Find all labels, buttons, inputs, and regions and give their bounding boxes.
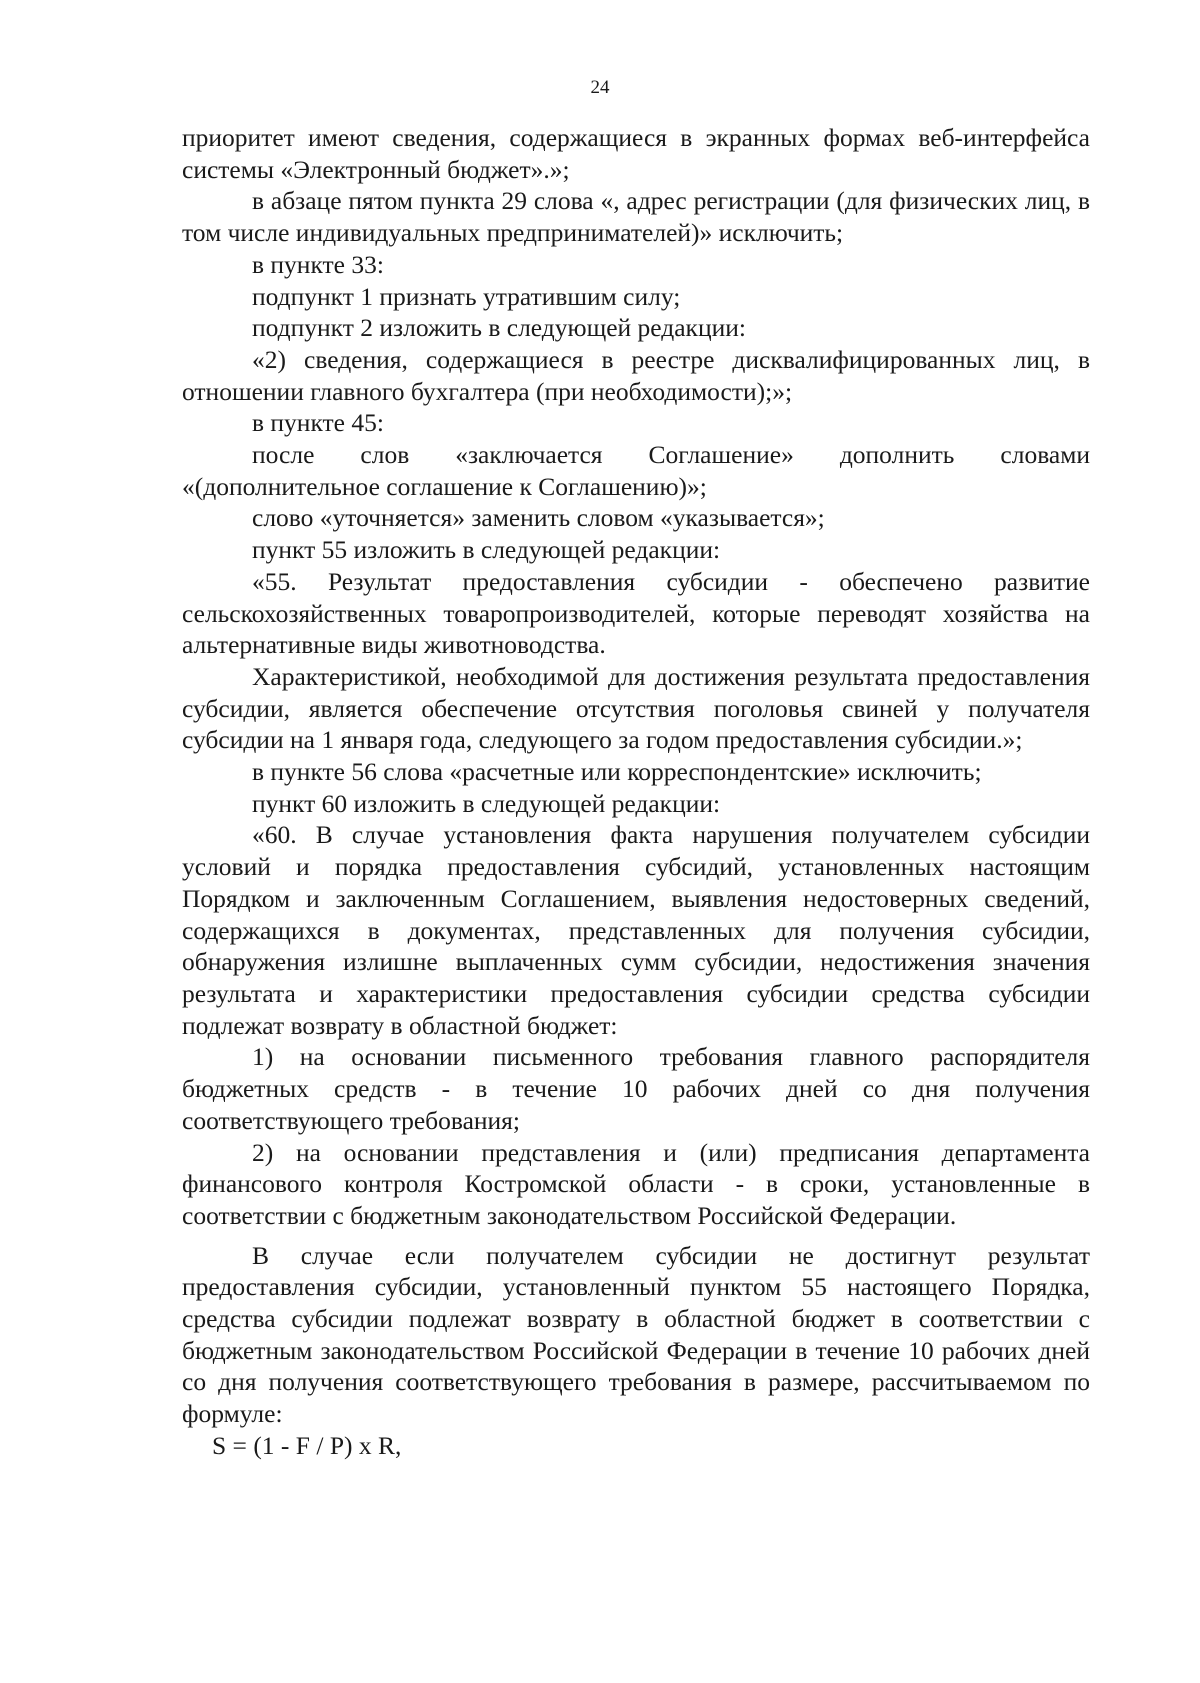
paragraph-12: Характеристикой, необходимой для достижения результата предоставления субсидии, является обеспечение отсутствия поголовья свиней у получателя субсидии на 1 января года, следующего за годом предоставления субсидии.»; bbox=[182, 661, 1090, 755]
formula: S = (1 - F / P) x R, bbox=[212, 1430, 402, 1460]
paragraph-13: в пункте 56 слова «расчетные или корреспондентские» исключить; bbox=[252, 757, 982, 787]
paragraph-9: слово «уточняется» заменить словом «указывается»; bbox=[252, 503, 825, 533]
paragraph-17: 2) на основании представления и (или) предписания департамента финансового контроля Костромской области - в сроки, установленные в соответствии с бюджетным законодательством Российской Федерации. bbox=[182, 1137, 1090, 1230]
paragraph-7: в пункте 45: bbox=[252, 408, 384, 438]
paragraph-10: пункт 55 изложить в следующей редакции: bbox=[252, 535, 721, 565]
paragraph-3: в пункте 33: bbox=[252, 249, 384, 279]
paragraph-14: пункт 60 изложить в следующей редакции: bbox=[252, 788, 721, 818]
document-body bbox=[182, 122, 1090, 1462]
paragraph-5: подпункт 2 изложить в следующей редакции: bbox=[252, 313, 746, 343]
paragraph-4: подпункт 1 признать утратившим силу; bbox=[252, 281, 681, 311]
paragraph-2: в абзаце пятом пункта 29 слова «, адрес регистрации (для физических лиц, в том числе индивидуальных предпринимателей)» исключить; bbox=[182, 186, 1090, 248]
paragraph-15: «60. В случае установления факта нарушения получателем субсидии условий и порядка предоставления субсидий, установленных настоящим Порядком и заключенным Соглашением, выявления недостоверных сведений, содержащихся в документах, представленных для получения субсидии, обнаружения излишне выплаченных сумм субсидии, недостижения значения результата и характеристики предоставления субсидии средства субсидии подлежат возврату в областной бюджет: bbox=[182, 820, 1090, 1040]
paragraph-6: «2) сведения, содержащиеся в реестре дисквалифицированных лиц, в отношении главного бухгалтера (при необходимости);»; bbox=[182, 344, 1090, 406]
paragraph-18: В случае если получателем субсидии не достигнут результат предоставления субсидии, установленный пунктом 55 настоящего Порядка, средства субсидии подлежат возврату в областной бюджет в соответствии с бюджетным законодательством Российской Федерации в течение 10 рабочих дней со дня получения соответствующего требования в размере, рассчитываемом по формуле: bbox=[182, 1240, 1090, 1429]
paragraph-16: 1) на основании письменного требования главного распорядителя бюджетных средств - в течение 10 рабочих дней со дня получения соответствующего требования; bbox=[182, 1042, 1090, 1135]
paragraph-11: «55. Результат предоставления субсидии - обеспечено развитие сельскохозяйственных товаропроизводителей, которые переводят хозяйства на альтернативные виды животноводства. bbox=[182, 566, 1090, 660]
paragraph-8: после слов «заключается Соглашение» дополнить словами «(дополнительное соглашение к Соглашению)»; bbox=[182, 440, 1090, 501]
paragraph-1: приоритет имеют сведения, содержащиеся в экранных формах веб-интерфейса системы «Электронный бюджет».»; bbox=[182, 123, 1090, 184]
page-number: 24 bbox=[590, 77, 610, 98]
